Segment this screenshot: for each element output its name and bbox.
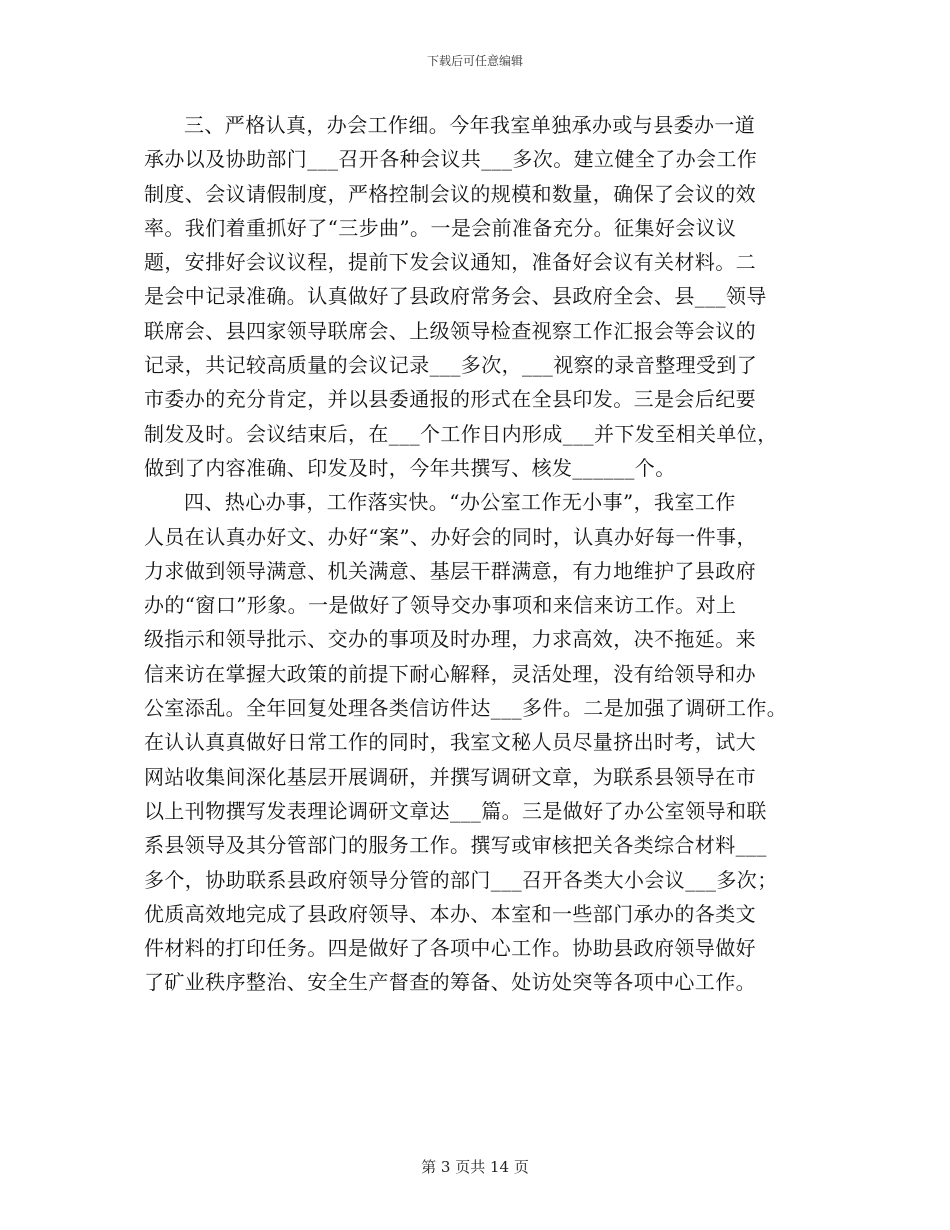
text-line: 人员在认真办好文、办好“案”、办好会的同时，认真办好每一件事， xyxy=(144,524,757,549)
text-line: 市委办的充分肯定，并以县委通报的形式在全县印发。三是会后纪要 xyxy=(144,387,756,412)
text-line: 了矿业秩序整治、安全生产督查的筹备、处访处突等各项中心工作。 xyxy=(144,970,756,995)
text-line: 在认认真真做好日常工作的同时，我室文秘人员尽量挤出时考，试大 xyxy=(144,730,756,755)
text-line: 是会中记录准确。认真做好了县政府常务会、县政府全会、县___领导 xyxy=(144,284,767,309)
text-line: 级指示和领导批示、交办的事项及时办理，力求高效，决不拖延。来 xyxy=(144,627,756,652)
text-line: 承办以及协助部门___召开各种会议共___多次。建立健全了办会工作 xyxy=(144,147,758,172)
text-line: 做到了内容准确、印发及时，今年共撰写、核发______个。 xyxy=(144,455,676,480)
text-line: 记录，共记较高质量的会议记录___多次，___视察的录音整理受到了 xyxy=(144,353,758,378)
text-line: 办的“窗口”形象。一是做好了领导交办事项和来信来访工作。对上 xyxy=(144,593,737,618)
document-body xyxy=(144,108,824,1000)
text-line: 制发及时。会议结束后，在___个工作日内形成___并下发至相关单位， xyxy=(144,421,778,446)
text-line: 联席会、县四家领导联席会、上级领导检查视察工作汇报会等会议的 xyxy=(144,318,756,343)
text-line: 优质高效地完成了县政府领导、本办、本室和一些部门承办的各类文 xyxy=(144,901,756,926)
page-header: 下载后可任意编辑 xyxy=(426,54,523,68)
text-line: 系县领导及其分管部门的服务工作。撰写或审核把关各类综合材料___ xyxy=(144,833,767,858)
text-line: 以上刊物撰写发表理论调研文章达___篇。三是做好了办公室领导和联 xyxy=(144,798,767,823)
text-line: 公室添乱。全年回复处理各类信访件达___多件。二是加强了调研工作。 xyxy=(144,696,788,721)
text-line: 件材料的打印任务。四是做好了各项中心工作。协助县政府领导做好 xyxy=(144,936,756,961)
text-line: 四、热心办事，工作落实快。“办公室工作无小事”，我室工作 xyxy=(184,490,736,515)
text-line: 信来访在掌握大政策的前提下耐心解释，灵活处理，没有给领导和办 xyxy=(144,661,756,686)
text-line: 三、严格认真，办会工作细。今年我室单独承办或与县委办一道 xyxy=(184,113,756,137)
text-line: 力求做到领导满意、机关满意、基层干群满意，有力地维护了县政府 xyxy=(144,558,756,583)
text-line: 多个，协助联系县政府领导分管的部门___召开各类大小会议___多次； xyxy=(144,867,778,892)
text-line: 率。我们着重抓好了“三步曲”。一是会前准备充分。征集好会议议 xyxy=(144,215,737,240)
text-line: 制度、会议请假制度，严格控制会议的规模和数量，确保了会议的效 xyxy=(144,181,756,206)
page-number-footer: 第 3 页共 14 页 xyxy=(421,1158,529,1176)
text-line: 题，安排好会议议程，提前下发会议通知，准备好会议有关材料。二 xyxy=(144,250,756,275)
text-line: 网站收集间深化基层开展调研，并撰写调研文章，为联系县领导在市 xyxy=(144,764,756,789)
